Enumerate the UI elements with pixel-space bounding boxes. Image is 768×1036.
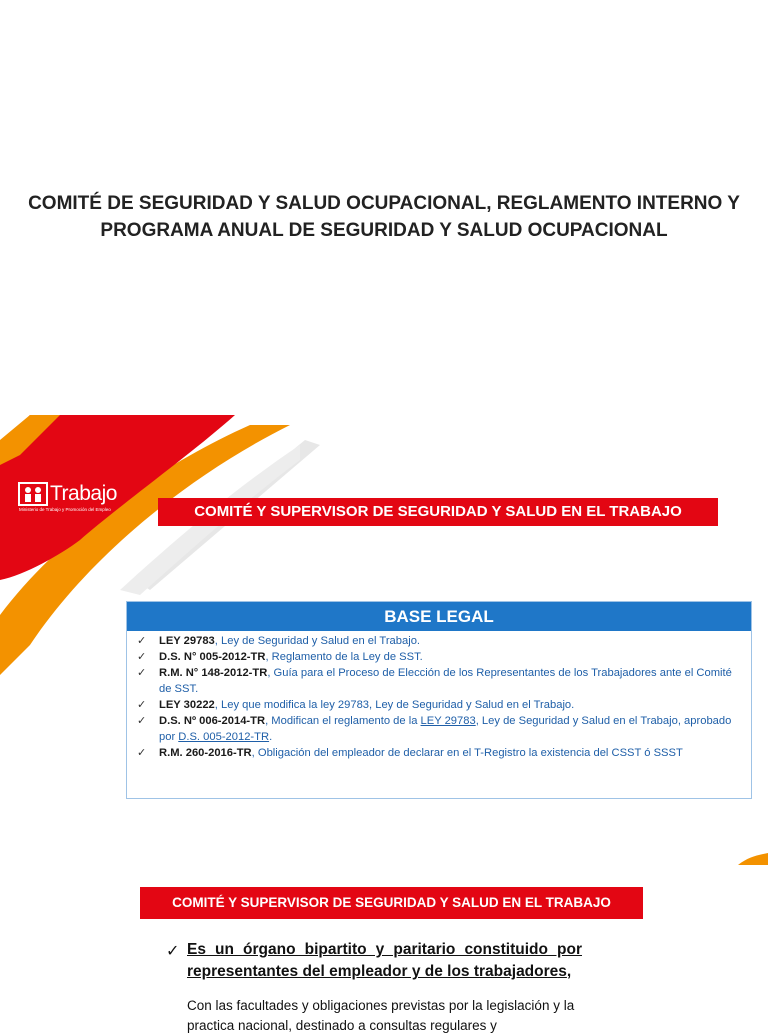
logo-subtitle: Ministerio de Trabajo y Promoción del Empleo — [19, 507, 111, 512]
base-legal-box — [126, 601, 752, 799]
checkmark-icon: ✓ — [137, 715, 147, 727]
base-legal-heading: BASE LEGAL — [127, 602, 751, 631]
list-item: ✓ LEY 30222, Ley que modifica la ley 29783, Ley de Seguridad y Salud en el Trabajo. — [137, 699, 575, 711]
main-title: COMITÉ DE SEGURIDAD Y SALUD OCUPACIONAL, REGLAMENTO INTERNO Y PROGRAMA ANUAL DE SEGURIDAD Y SALUD OCUPACIONAL — [28, 193, 740, 241]
list-item: ✓ D.S. N° 005-2012-TR, Reglamento de la Ley de SST. — [137, 651, 423, 663]
checkmark-icon: ✓ — [137, 635, 147, 647]
orange-corner-tip — [738, 853, 768, 865]
law-link[interactable]: LEY 29783 — [420, 715, 476, 727]
checkmark-icon: ✓ — [166, 943, 180, 960]
list-item: ✓ LEY 29783, Ley de Seguridad y Salud en el Trabajo. — [137, 635, 421, 647]
list-item: ✓ R.M. 260-2016-TR, Obligación del empleador de declarar en el T-Registro la existencia del CSST ó SSST — [137, 747, 683, 759]
checkmark-icon: ✓ — [137, 667, 147, 679]
definition-paragraph: Con las facultades y obligaciones previstas por la legislación y la practica nacional, destinado a consultas regulares y — [187, 998, 575, 1033]
list-item: ✓ D.S. Nº 006-2014-TR, Modifican el reglamento de la LEY 29783, Ley de Seguridad y Salud en el Trabajo, aprobado por D.S. 005-2012-TR. — [137, 715, 732, 743]
base-legal-list — [127, 631, 751, 761]
logo-wordmark: Trabajo — [50, 482, 117, 505]
checkmark-icon: ✓ — [137, 699, 147, 711]
section-banner: COMITÉ Y SUPERVISOR DE SEGURIDAD Y SALUD EN EL TRABAJO — [140, 887, 643, 919]
slide-base-legal — [0, 415, 768, 865]
list-item: ✓ R.M. N° 148-2012-TR, Guía para el Proceso de Elección de los Representantes de los Trabajadores ante el Comité de SST. — [137, 667, 732, 695]
slide-title-page — [0, 0, 768, 415]
definition-bullet: Es un órgano bipartito y paritario constituido por representantes del empleador y de los trabajadores, — [187, 941, 582, 980]
people-icon — [18, 481, 48, 507]
trabajo-logo — [18, 481, 117, 507]
checkmark-icon: ✓ — [137, 747, 147, 759]
slide-definition — [0, 865, 768, 1033]
checkmark-icon: ✓ — [137, 651, 147, 663]
section-banner: COMITÉ Y SUPERVISOR DE SEGURIDAD Y SALUD EN EL TRABAJO — [158, 498, 718, 526]
decree-link[interactable]: D.S. 005-2012-TR — [178, 731, 270, 743]
